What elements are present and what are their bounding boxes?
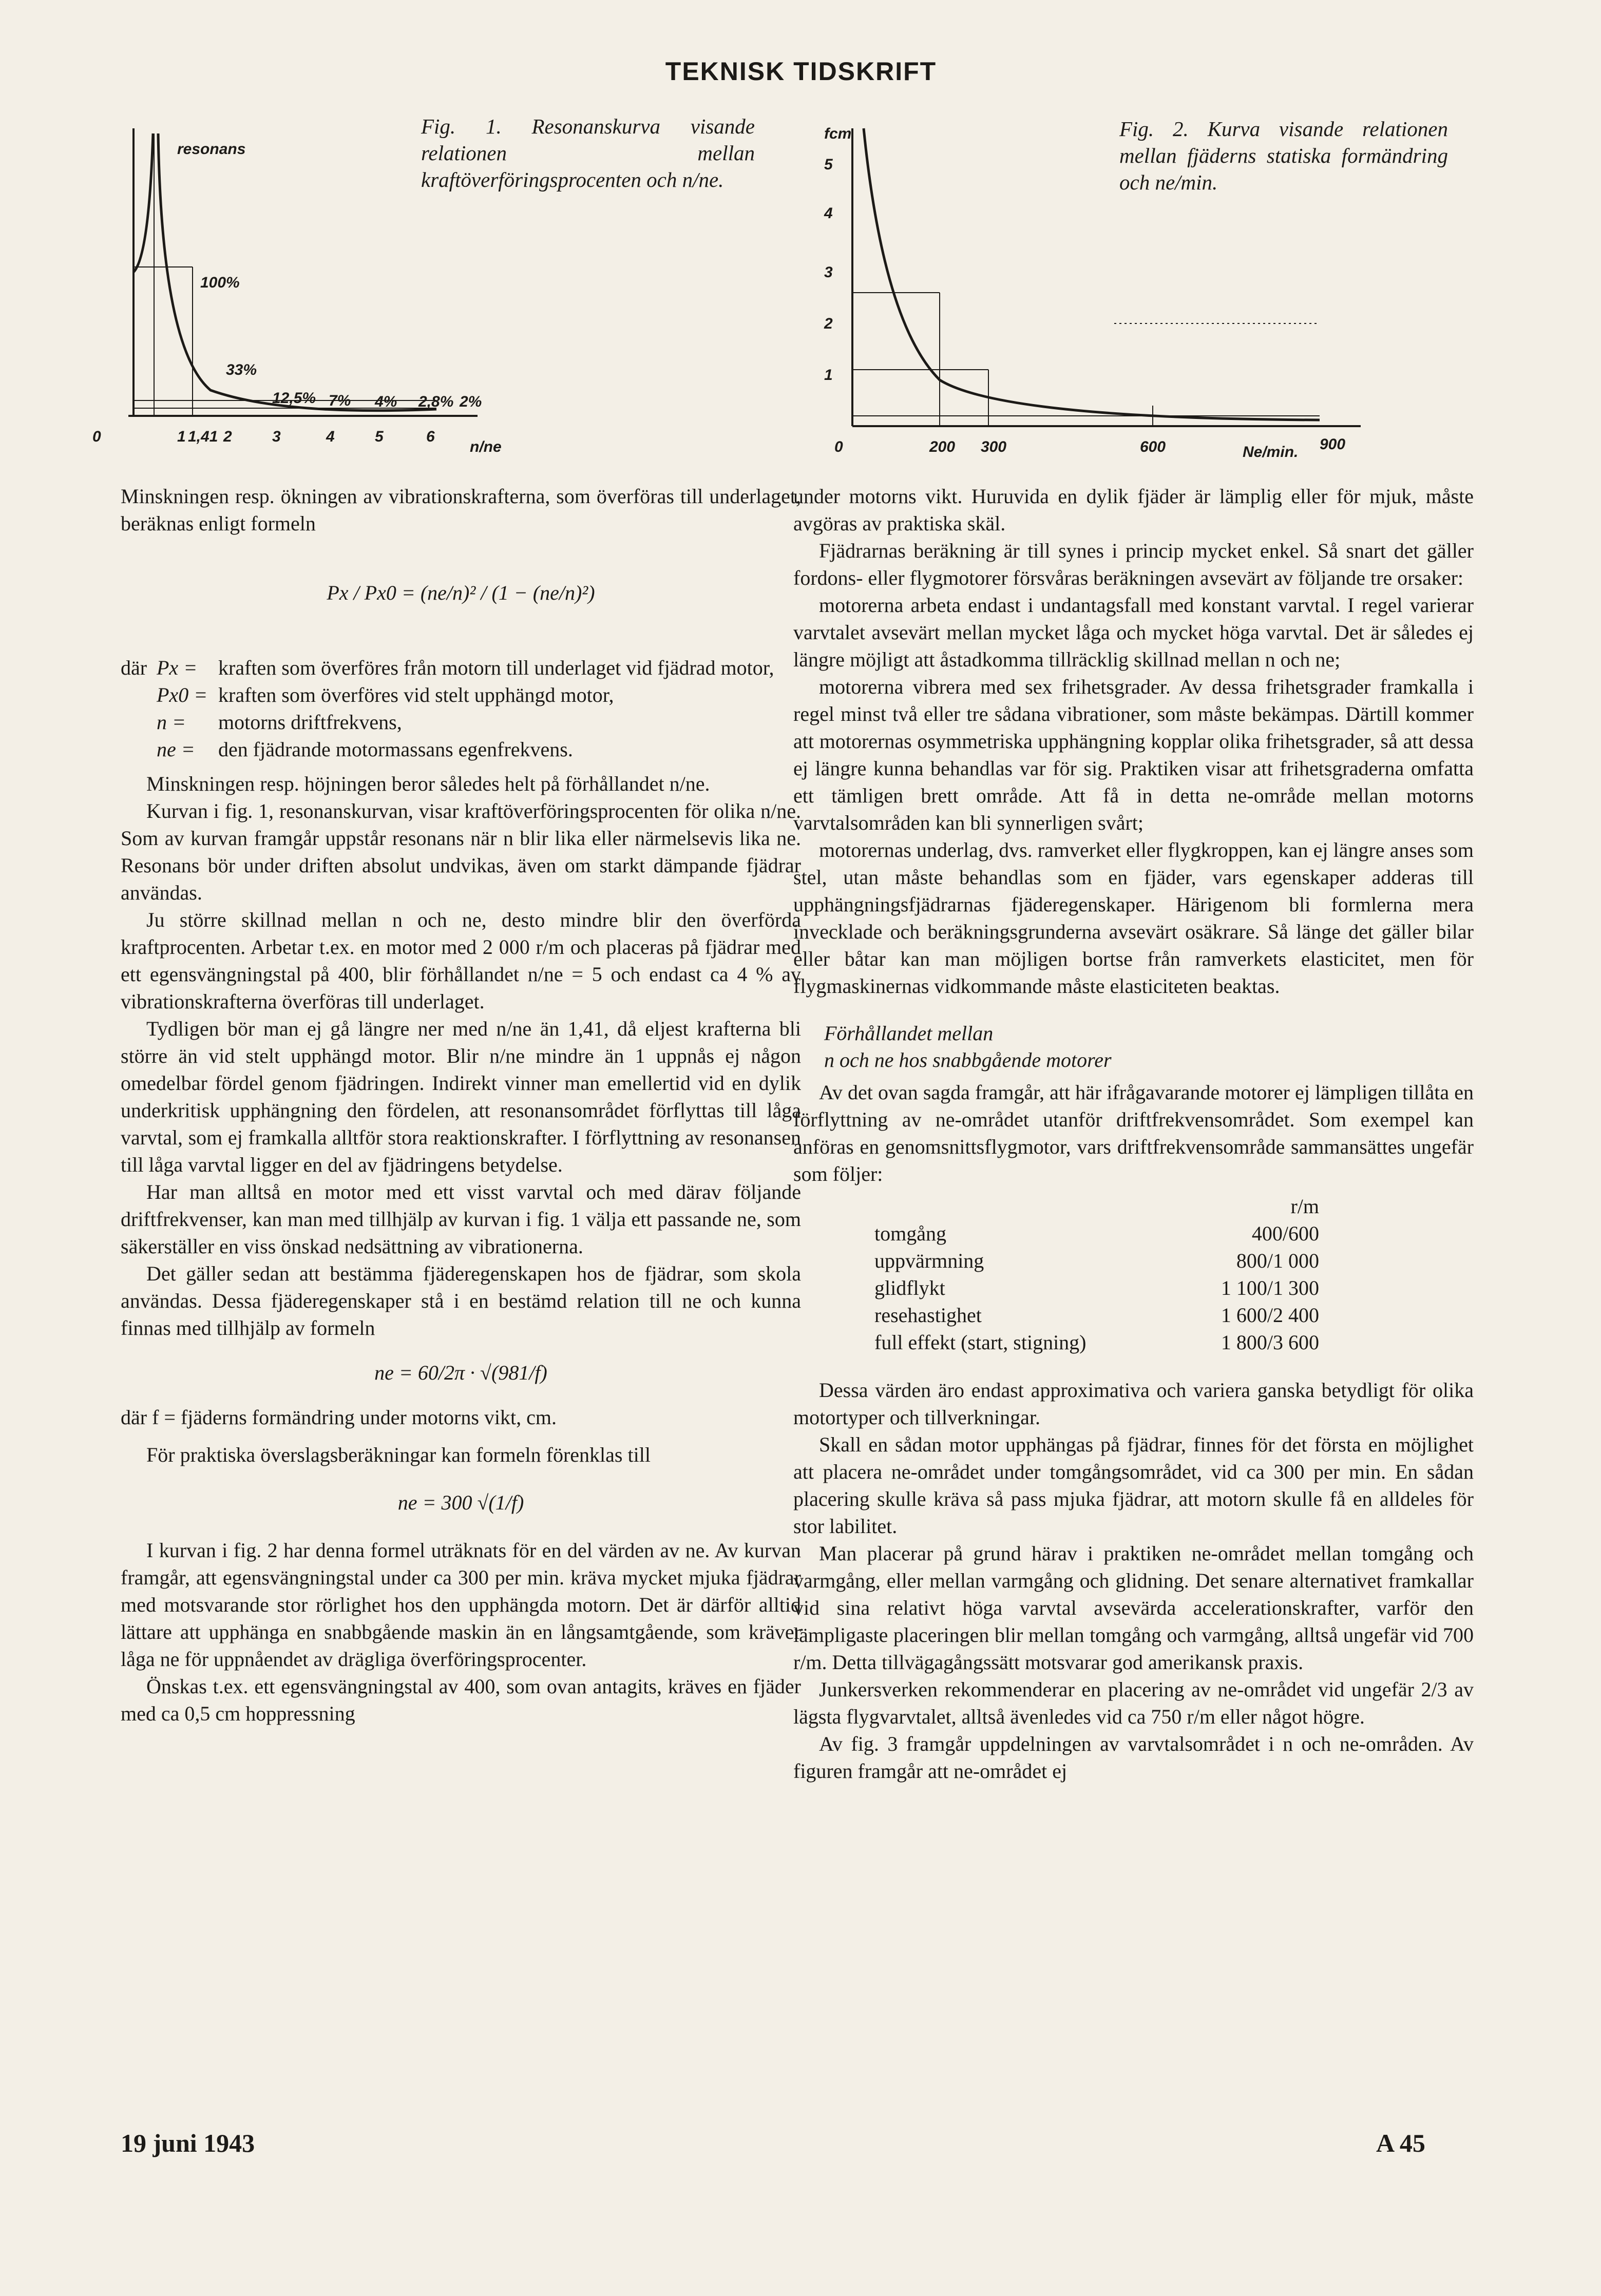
def-text: kraften som överföres vid stelt upphängd motor, <box>218 683 614 706</box>
def-text: kraften som överföres från motorn till underlaget vid fjädrad motor, <box>218 656 774 679</box>
paragraph: Man placerar på grund härav i praktiken ne-området mellan tomgång och varmgång, eller mellan varmgång och glidning. Det senare alternativet framkallar vid sina relativt höga varvtal avsevärda accelerationskrafter, varför den lämpligaste placeringen blir mellan tomgång och varmgång, alltså ungefär vid 700 r/m. Detta tillvägagångssätt motsvarar god amerikansk praxis. <box>793 1542 1474 1674</box>
fig2-x-tick: 900 <box>1320 436 1346 453</box>
table-cell-label: full effekt (start, stigning) <box>874 1331 1087 1354</box>
definition-row <box>121 736 801 763</box>
fig1-pct-label: 2% <box>460 393 482 410</box>
def-text: motorns driftfrekvens, <box>218 711 402 734</box>
table-row <box>870 1247 1323 1274</box>
table-cell-label: tomgång <box>874 1222 946 1245</box>
fig1-pct-label: 7% <box>329 392 351 409</box>
def-symbol: Px0 = <box>157 683 208 706</box>
paragraph: Önskas t.ex. ett egensvängningstal av 400, som ovan antagits, kräves en fjäder med ca 0,5 cm hoppressning <box>121 1675 801 1725</box>
fig1-pct-label: 100% <box>200 274 240 291</box>
formula-text: Px / Px0 = (ne/n)² / (1 − (ne/n)²) <box>327 581 595 604</box>
paragraph: Fjädrarnas beräkning är till synes i princip mycket enkel. Så snart det gäller fordons- eller flygmotorer försvåras beräkningen avsevärt av följande tre orsaker: <box>793 539 1474 589</box>
paragraph: där f = fjäderns formändring under motorns vikt, cm. <box>121 1406 557 1429</box>
fig1-x-tick: 1 <box>177 428 186 445</box>
table-row <box>870 1274 1323 1302</box>
paragraph: Minskningen resp. ökningen av vibrationskrafterna, som överföras till underlaget, beräknas enligt formeln <box>121 485 801 535</box>
fig1-x-tick: 5 <box>375 428 384 445</box>
fig1-pct-label: 12,5% <box>272 390 316 407</box>
paragraph: Har man alltså en motor med ett visst varvtal och med därav följande driftfrekvenser, kan man med tillhjälp av kurvan i fig. 1 välja ett passande ne, som säkerställer en viss önskad nedsättning av vibrationerna. <box>121 1180 801 1258</box>
formula-ne-exact: ne = 60/2π · √(981/f) <box>374 1361 547 1384</box>
fig1-x-tick: 6 <box>426 428 435 445</box>
fig1-x-tick: 0 <box>92 428 101 445</box>
fig2-y-tick: 2 <box>824 315 833 332</box>
paragraph: motorerna vibrera med sex frihetsgrader. Av dessa frihetsgrader framkalla i regel minst två eller tre sådana vibrationer, som måste bekämpas. Därtill kommer att motorernas osymmetriska upphängning kopplar olika frihetsgrader, så att dessa ej längre kunna behandlas var för sig. Praktiken visar att frihetsgraderna omfatta ett tämligen brett område. Att få in detta ne-område mellan motorns varvtalsområden kan bli synnerligen svårt; <box>793 675 1474 834</box>
paragraph: Av fig. 3 framgår uppdelningen av varvtalsområdet i n och ne-områden. Av figuren framgår att ne-området ej <box>793 1732 1474 1783</box>
fig1-x-tick: 3 <box>272 428 281 445</box>
fig1-curve-left <box>134 133 153 272</box>
paragraph: motorerna arbeta endast i undantagsfall med konstant varvtal. I regel varierar varvtalet avsevärt mellan mycket låga och mycket höga varvtal. Det är således ej längre möjligt att åstadkomma tillräcklig skillnad mellan n och ne; <box>793 594 1474 671</box>
fig1-curve-label: resonans <box>177 141 246 158</box>
table-row <box>870 1329 1323 1356</box>
paragraph: I kurvan i fig. 2 har denna formel uträknats för en del värden av ne. Av kurvan framgår, att egensvängningstal under ca 300 per min. kräva mycket mjuka fjädrar med motsvarande stor rörlighet hos den upphängda motorn. Det är därför alltid lättare att upphänga en snabbgående maskin än en långsamtgående, som kräver låga ne för uppnåendet av drägliga överföringsprocenter. <box>121 1539 801 1671</box>
fig2-y-axis-label: fcm <box>824 125 852 142</box>
fig1-x-tick: 2 <box>223 428 232 445</box>
fig1-curve-right <box>158 133 436 411</box>
fig2-x-tick: 0 <box>834 438 843 455</box>
definitions <box>121 654 801 763</box>
fig2-x-axis-label: Ne/min. <box>1243 444 1299 461</box>
table-cell-value: 1 100/1 300 <box>1221 1276 1319 1299</box>
section-heading-line: n och ne hos snabbgående motorer <box>824 1048 1112 1072</box>
fig1-x-tick: 4 <box>326 428 335 445</box>
paragraph: Kurvan i fig. 1, resonanskurvan, visar kraftöverföringsprocenten för olika n/ne. Som av kurvan framgår uppstår resonans när n blir lika eller närmelsevis lika ne. Resonans bör under driften absolut undvikas, även om starkt dämpande fjädrar användas. <box>121 799 801 904</box>
paragraph: Dessa värden äro endast approximativa och variera ganska betydligt för olika motortyper och tillverkningar. <box>793 1379 1474 1429</box>
left-column <box>121 483 801 1727</box>
fig2-x-tick: 300 <box>981 438 1007 455</box>
table-row <box>870 1220 1323 1247</box>
def-text: den fjädrande motormassans egenfrekvens. <box>218 738 573 761</box>
fig1-x-tick: 1,41 <box>188 428 218 445</box>
table-cell-label: resehastighet <box>874 1304 982 1327</box>
fig2-x-tick: 600 <box>1140 438 1166 455</box>
table-row <box>870 1302 1323 1329</box>
table-cell-label: glidflykt <box>874 1276 945 1299</box>
paragraph: Ju större skillnad mellan n och ne, desto mindre blir den överförda kraftprocenten. Arbetar t.ex. en motor med 2 000 r/m och placeras på fjädrar med ett egensvängningstal på 400, blir förhållandet n/ne = 5 och endast ca 4 % av vibrationskrafterna överföras till underlaget. <box>121 908 801 1013</box>
journal-title: TEKNISK TIDSKRIFT <box>665 57 937 86</box>
fig1-pct-label: 4% <box>375 393 397 410</box>
paragraph: Det gäller sedan att bestämma fjäderegenskapen hos de fjädrar, som skola användas. Dessa fjäderegenskaper stå i en bestämd relation till ne och kunna finnas med tillhjälp av formeln <box>121 1262 801 1340</box>
def-symbol: Px = <box>157 656 198 679</box>
def-intro: där <box>121 656 147 679</box>
formula-px-ratio <box>121 543 801 651</box>
table-cell-value: 1 600/2 400 <box>1221 1304 1319 1327</box>
paragraph: Minskningen resp. höjningen beror således helt på förhållandet n/ne. <box>146 772 710 795</box>
definition-row <box>121 654 801 681</box>
fig1-pct-label: 2,8% <box>418 393 454 410</box>
paragraph: Junkersverken rekommenderar en placering av ne-området vid ungefär 2/3 av lägsta flygvarvtalet, alltså ävenledes vid ca 750 r/m eller något högre. <box>793 1678 1474 1728</box>
def-symbol: ne = <box>157 738 195 761</box>
formula-ne-approx: ne = 300 √(1/f) <box>397 1491 524 1514</box>
definition-row <box>121 681 801 709</box>
paragraph: För praktiska överslagsberäkningar kan formeln förenklas till <box>146 1443 651 1466</box>
fig2-caption: Fig. 2. Kurva visande relationen mellan fjäderns statiska formändring och ne/min. <box>1119 117 1448 194</box>
table-cell-value: 1 800/3 600 <box>1221 1331 1319 1354</box>
footer-date: 19 juni 1943 <box>121 2129 255 2157</box>
table-cell-value: 800/1 000 <box>1236 1249 1319 1272</box>
table-unit: r/m <box>1290 1195 1319 1218</box>
footer-page-number: A 45 <box>1376 2129 1425 2157</box>
fig2-y-tick: 4 <box>824 205 833 222</box>
right-column <box>793 483 1474 1785</box>
fig2-y-tick: 3 <box>824 264 833 281</box>
paragraph: Skall en sådan motor upphängas på fjädrar, finnes för det första en möjlighet att placera ne-området under tomgångsområdet, vid ca 300 per min. En sådan placering skulle kräva så pass mjuka fjädrar, att motorn skulle få en alldeles för stor labilitet. <box>793 1433 1474 1538</box>
table-cell-value: 400/600 <box>1251 1222 1319 1245</box>
def-symbol: n = <box>157 711 186 734</box>
section-heading-line: Förhållandet mellan <box>824 1022 994 1045</box>
fig2-y-tick: 5 <box>824 156 833 173</box>
paragraph: Av det ovan sagda framgår, att här ifrågavarande motorer ej lämpligen tillåta en förflyttning av ne-området utanför driftfrekvensområdet. Som exempel kan anföras en genomsnittsflygmotor, vars driftfrekvensområde sammansättes ungefär som följer: <box>793 1081 1474 1185</box>
fig2-x-tick: 200 <box>929 438 956 455</box>
paragraph: under motorns vikt. Huruvida en dylik fjäder är lämplig eller för mjuk, måste avgöras av praktiska skäl. <box>793 485 1474 535</box>
table-cell-label: uppvärmning <box>874 1249 984 1272</box>
section-heading <box>824 1020 1474 1074</box>
paragraph: Tydligen bör man ej gå längre ner med n/ne än 1,41, då eljest krafterna bli större än vid stelt upphängd motor. Blir n/ne mindre än 1 uppnås ej någon omedelbar fördel genom fjädringen. Indirekt vinner man emellertid vid en dylik underkritisk upphängning den fördelen, att resonansområdet förflyttas till låga varvtal, som ej framkalla alltför stora reaktionskrafter. I förflyttning av resonansen till låga varvtal ligger en del av fjädringens betydelse. <box>121 1017 801 1176</box>
rpm-table <box>870 1193 1323 1356</box>
fig1-x-axis-label: n/ne <box>470 438 502 455</box>
fig1-pct-label: 33% <box>226 361 257 378</box>
definition-row <box>121 709 801 736</box>
paragraph: motorernas underlag, dvs. ramverket eller flygkroppen, kan ej längre anses som stel, utan måste behandlas som en fjäder, vars egenskaper adderas till upphängningsfjädrarnas fjäderegenskaper. Härigenom bli formlerna mera invecklade och beräkningsgrunderna avsevärt osäkrare. Så länge det gäller bilar eller båtar kan man möjligen bortse från ramverkets elasticitet, men för flygmaskinernas vidkommande måste elasticiteten beaktas. <box>793 838 1474 998</box>
fig1-caption: Fig. 1. Resonanskurva visande relationen mellan kraftöverföringsprocenten och n/ne. <box>421 114 755 192</box>
table-header-row <box>870 1193 1323 1220</box>
fig2-y-tick: 1 <box>824 367 833 384</box>
